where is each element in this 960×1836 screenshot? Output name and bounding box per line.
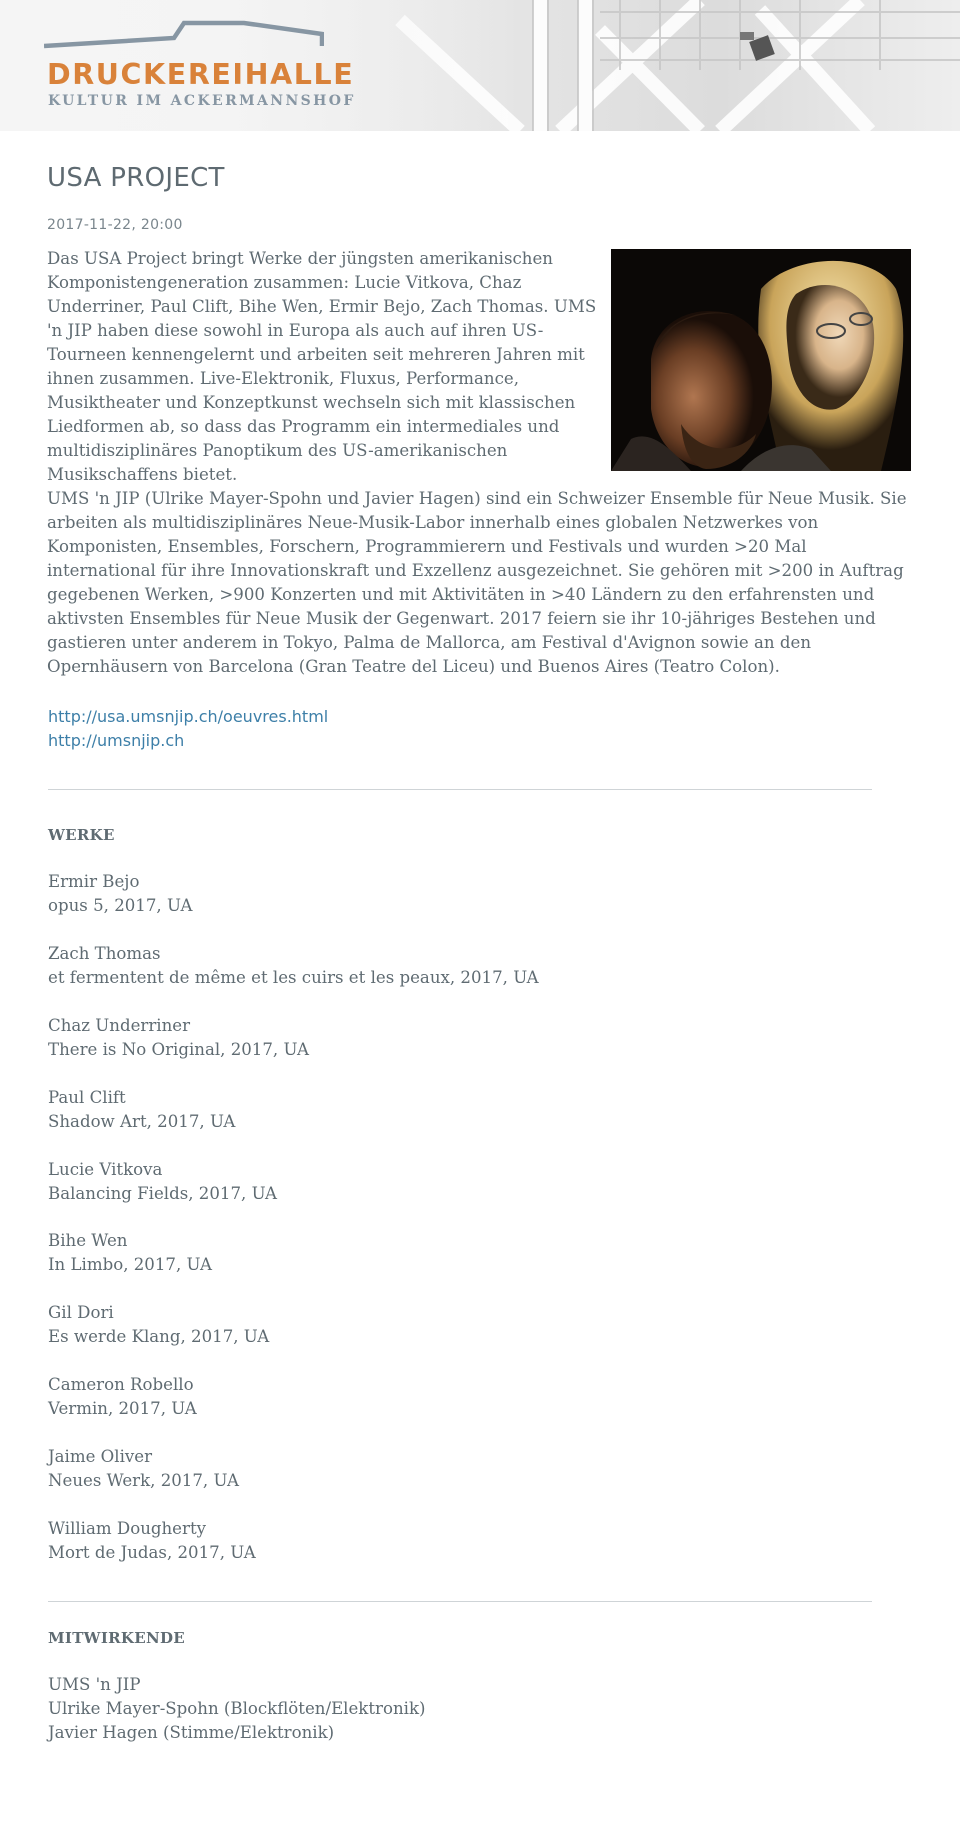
work-item	[48, 1229, 913, 1277]
work-item	[48, 942, 913, 990]
work-item	[48, 1086, 913, 1134]
work-composer: Jaime Oliver	[48, 1447, 153, 1466]
work-title: et fermentent de même et les cuirs et les peaux, 2017, UA	[48, 968, 539, 987]
event-links	[47, 705, 913, 753]
work-item	[48, 1014, 913, 1062]
work-title: In Limbo, 2017, UA	[48, 1255, 212, 1274]
work-title: Shadow Art, 2017, UA	[48, 1112, 236, 1131]
divider	[48, 789, 872, 790]
logo-subtitle: KULTUR IM ACKERMANNSHOF	[48, 93, 356, 109]
work-composer: Gil Dori	[48, 1303, 114, 1322]
work-item	[48, 1301, 913, 1349]
work-title: Neues Werk, 2017, UA	[48, 1471, 239, 1490]
werke-section	[47, 826, 913, 1565]
work-composer: Zach Thomas	[48, 944, 161, 963]
site-logo[interactable]	[44, 20, 356, 120]
work-item	[48, 870, 913, 918]
work-title: Balancing Fields, 2017, UA	[48, 1184, 278, 1203]
work-title: Es werde Klang, 2017, UA	[48, 1327, 270, 1346]
ensemble-portrait-photo	[611, 249, 911, 471]
link-umsnjip[interactable]: http://umsnjip.ch	[48, 731, 185, 750]
event-date: 2017-11-22, 20:00	[47, 217, 183, 233]
logo-roof-icon	[44, 20, 324, 60]
event-paragraph-1: Das USA Project bringt Werke der jüngsten amerikanischen Komponistengeneration zusammen: Lucie Vitkova, Chaz Underriner, Paul Clift, Bihe Wen, Ermir Bejo, Zach Thomas. UMS 'n JIP haben diese sowohl in Europa als auch auf ihren US-Tourneen kennengelernt und arbeiten seit mehreren Jahren mit ihnen zusammen. Live-Elektronik, Fluxus, Performance, Musiktheater und Konzeptkunst wechseln sich mit klassischen Liedformen ab, so dass das Programm ein intermediales und multidisziplinäres Panoptikum des US-amerikanischen Musikschaffens bietet.	[47, 249, 597, 484]
work-composer: Paul Clift	[48, 1088, 126, 1107]
work-composer: Cameron Robello	[48, 1375, 194, 1394]
divider	[48, 1601, 872, 1602]
work-item	[48, 1158, 913, 1206]
work-composer: William Dougherty	[48, 1519, 206, 1538]
performer-item: Javier Hagen (Stimme/Elektronik)	[48, 1723, 335, 1742]
work-composer: Ermir Bejo	[48, 872, 140, 891]
work-item	[48, 1445, 913, 1493]
work-item	[48, 1373, 913, 1421]
werke-title: WERKE	[48, 826, 115, 844]
work-item	[48, 1517, 913, 1565]
mitwirkende-section	[47, 1629, 913, 1745]
event-paragraph-2: UMS 'n JIP (Ulrike Mayer-Spohn und Javier Hagen) sind ein Schweizer Ensemble für Neue Musik. Sie arbeiten als multidisziplinäres Neue-Musik-Labor innerhalb eines globalen Netzwerkes von Komponisten, Ensembles, Forschern, Programmierern und Festivals und wurden >20 Mal international für ihre Innovationskraft und Exzellenz ausgezeichnet. Sie gehören mit >200 in Auftrag gegebenen Werken, >900 Konzerten und mit Aktivitäten in >40 Ländern zu den erfahrensten und aktivsten Ensembles für Neue Musik der Gegenwart. 2017 feiern sie ihr 10-jähriges Bestehen und gastieren unter anderem in Tokyo, Palma de Mallorca, am Festival d'Avignon sowie an den Opernhäusern von Barcelona (Gran Teatre del Liceu) und Buenos Aires (Teatro Colon).	[47, 489, 907, 676]
work-composer: Chaz Underriner	[48, 1016, 191, 1035]
mitwirkende-title: MITWIRKENDE	[48, 1629, 186, 1647]
site-header	[0, 0, 960, 131]
work-title: There is No Original, 2017, UA	[48, 1040, 309, 1059]
main-content	[0, 163, 960, 1745]
work-composer: Bihe Wen	[48, 1231, 128, 1250]
logo-name: DRUCKEREIHALLE	[47, 58, 355, 91]
page-title: USA PROJECT	[47, 163, 225, 193]
work-title: opus 5, 2017, UA	[48, 896, 193, 915]
performer-item: Ulrike Mayer-Spohn (Blockflöten/Elektronik)	[48, 1699, 426, 1718]
work-composer: Lucie Vitkova	[48, 1160, 163, 1179]
link-usa-oeuvres[interactable]: http://usa.umsnjip.ch/oeuvres.html	[48, 707, 329, 726]
performer-item: UMS 'n JIP	[48, 1675, 141, 1694]
work-title: Vermin, 2017, UA	[48, 1399, 197, 1418]
event-description	[47, 247, 913, 679]
work-title: Mort de Judas, 2017, UA	[48, 1543, 256, 1562]
